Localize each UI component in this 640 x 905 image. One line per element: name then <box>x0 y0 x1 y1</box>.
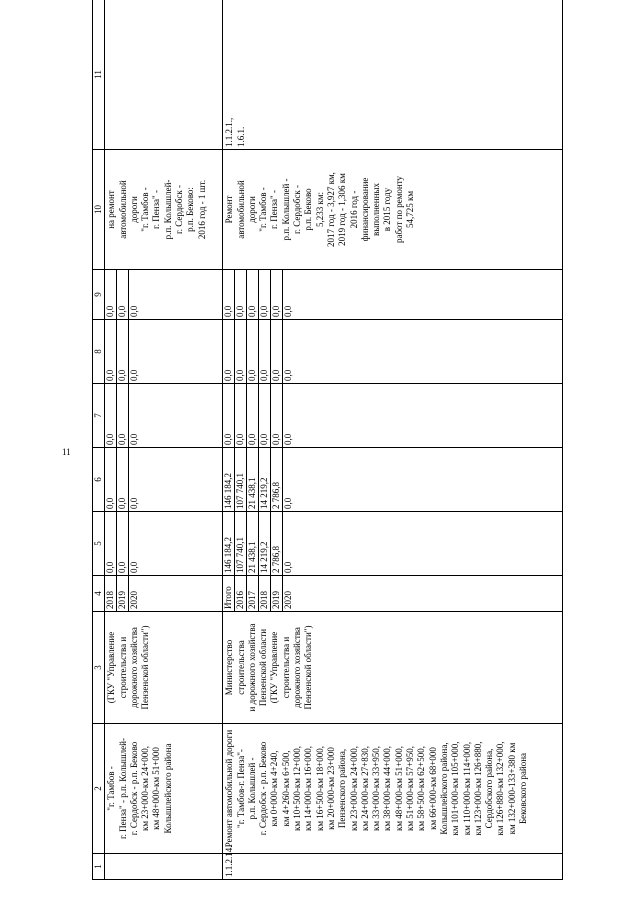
year: 2016 <box>235 576 247 611</box>
value: 0,0 <box>117 448 129 511</box>
value: 0,0 <box>105 384 117 447</box>
value: 21 438,1 <box>247 448 259 511</box>
measure-name: Ремонт автомобильной дороги "г. Тамбов-г. Пенза"- р.п. Колышлей - г. Сердобск - р.п. Беково км 0+000-км 4+240, км 4+260-км 6+500, км 10+500-км 12+000, км 14+000-км 16+000, км 16+500-км 18+000, км 20+000-км 23+000 Пензенского района, км 23+000-км 24+000, км 24+000-км 27+830, км 33+000-км 33+950, км 38+000-км 44+000, км 48+000-км 51+000, км 51+000-км 57+950, км 58+500-км 62+500, км 66+000-км 68+000 Колышлейского района, км 101+000-км 105+000, км 110+000-км 114+000, км 123+000-км 126+880, Сердобского района, км 126+880-км 132+000, км 132+000-133+380 км Бековского района <box>223 724 563 854</box>
year: 2018 <box>259 576 271 611</box>
value: 0,0 <box>247 384 259 447</box>
measure-name: "г. Тамбов - г. Пенза" - р.п. Колышлей- г. Сердобск - р.п. Беково км 23+000-км 24+000, км 48+000-км 51+000 Колышлейского района <box>105 724 223 854</box>
value: 0,0 <box>129 305 140 317</box>
value: 0,0 <box>259 320 271 383</box>
value: 2 786,8 <box>271 448 283 511</box>
value: 0,0 <box>259 270 271 319</box>
value: 0,0 <box>271 270 283 319</box>
executor: (ГКУ "Управление строительства и дорожного хозяйства Пензенской области") <box>105 612 223 724</box>
value: 0,0 <box>259 384 271 447</box>
col-6-header: 6 <box>93 448 105 512</box>
value: 0,0 <box>235 270 247 319</box>
value: 0,0 <box>223 384 235 447</box>
col-5-header: 5 <box>93 512 105 576</box>
value: 0,0 <box>223 320 235 383</box>
value: 0,0 <box>235 320 247 383</box>
result-text: Ремонт автомобильной дороги "г. Тамбов - г. Пенза" - р.п. Колышлей - г. Сердобск - р.п. Беково 5,233 км: 2017 год - 3,927 км, 2019 год - 1,306 км 2016 год - финансирование выполненных в 2015 году работ по ремонту 54,725 км <box>223 150 563 270</box>
program-table <box>92 0 563 880</box>
reference <box>105 0 223 150</box>
table-row <box>223 0 563 880</box>
value: 146 184,2 <box>223 448 235 511</box>
year: 2017 <box>247 576 259 611</box>
col5-cell <box>223 512 563 576</box>
col-11-header: 11 <box>93 0 105 150</box>
result-text: на ремонт автомобильной дороги "г. Тамбов - г. Пенза" - р.п. Колышлей- г. Сердобск - р.п. Беково: 2016 год - 1 шт. <box>105 150 223 270</box>
value: 0,0 <box>105 512 117 575</box>
col-10-header: 10 <box>93 150 105 270</box>
row-number <box>105 854 223 880</box>
value: 0,0 <box>129 561 140 573</box>
value: 2 786,8 <box>271 512 283 575</box>
col-1-header: 1 <box>93 854 105 880</box>
year: 2020 <box>283 591 294 609</box>
year: 2018 <box>105 576 117 611</box>
col-2-header: 2 <box>93 724 105 854</box>
col6-cell <box>223 448 563 512</box>
executor: Министерство строительства и дорожного хозяйства Пензенской области (ГКУ "Управление строительства и дорожного хозяйства Пензенской области") <box>223 612 563 724</box>
year: Итого <box>223 576 235 611</box>
rotated-table-container <box>92 0 608 880</box>
col9-cell <box>105 270 223 320</box>
value: 14 219,2 <box>259 512 271 575</box>
value: 0,0 <box>283 561 294 573</box>
value: 0,0 <box>117 512 129 575</box>
value: 146 184,2 <box>223 512 235 575</box>
col-9-header: 9 <box>93 270 105 320</box>
value: 0,0 <box>271 384 283 447</box>
value: 107 740,1 <box>235 448 247 511</box>
col7-cell <box>105 384 223 448</box>
value: 21 438,1 <box>247 512 259 575</box>
col-8-header: 8 <box>93 320 105 384</box>
value: 0,0 <box>235 384 247 447</box>
years-cell <box>105 576 223 612</box>
value: 14 219,2 <box>259 448 271 511</box>
value: 0,0 <box>117 384 129 447</box>
reference: 1.1.2.1., 1.6.1. <box>223 0 563 150</box>
value: 0,0 <box>117 320 129 383</box>
row-number: 1.1.2.14. <box>223 854 563 880</box>
value: 0,0 <box>283 497 294 509</box>
value: 0,0 <box>283 433 294 445</box>
col-4-header: 4 <box>93 576 105 612</box>
value: 0,0 <box>129 369 140 381</box>
value: 0,0 <box>105 320 117 383</box>
value: 0,0 <box>129 497 140 509</box>
years-cell <box>223 576 563 612</box>
col8-cell <box>223 320 563 384</box>
col7-cell <box>223 384 563 448</box>
year: 2019 <box>271 576 283 611</box>
col6-cell <box>105 448 223 512</box>
col-7-header: 7 <box>93 384 105 448</box>
value: 0,0 <box>247 320 259 383</box>
col-3-header: 3 <box>93 612 105 724</box>
table-row <box>105 0 223 880</box>
value: 0,0 <box>105 448 117 511</box>
value: 0,0 <box>117 270 129 319</box>
header-row <box>93 0 105 880</box>
col8-cell <box>105 320 223 384</box>
value: 0,0 <box>283 369 294 381</box>
page-number: 11 <box>62 447 71 457</box>
col9-cell <box>223 270 563 320</box>
value: 107 740,1 <box>235 512 247 575</box>
year: 2019 <box>117 576 129 611</box>
value: 0,0 <box>283 305 294 317</box>
value: 0,0 <box>105 270 117 319</box>
value: 0,0 <box>129 433 140 445</box>
value: 0,0 <box>247 270 259 319</box>
value: 0,0 <box>271 320 283 383</box>
col5-cell <box>105 512 223 576</box>
value: 0,0 <box>223 270 235 319</box>
year: 2020 <box>129 591 140 609</box>
